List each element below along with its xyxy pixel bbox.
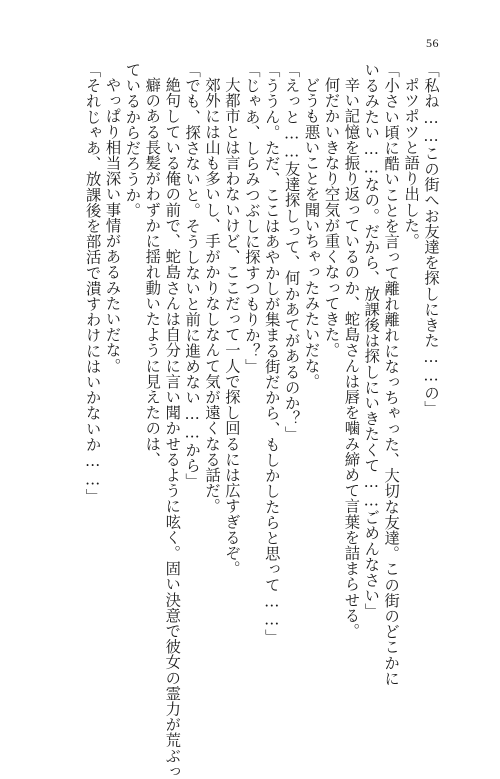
text-line: 絶句している俺の前で、蛇島さんは自分に言い聞かせるように呟く。固い決意で彼女の霊力が荒ぶっ <box>163 77 182 779</box>
text-line: 「ううん。ただ、ここはあやかしが集まる街だから、もしかしたらと思って……」 <box>262 62 281 645</box>
text-line: 「小さい頃に酷いことを言って離れ離れになっちゃった、大切な友達。この街のどこかに <box>382 62 401 686</box>
text-line: ているからだろうか。 <box>123 62 142 218</box>
vertical-text-block <box>60 62 440 779</box>
text-line: ポツポツと語り出した。 <box>402 77 421 249</box>
text-line: やっぱり相当深い事情があるみたいだな。 <box>103 77 122 374</box>
text-line: 「じゃあ、しらみつぶしに探すつもりか？」 <box>242 62 261 374</box>
text-line: 辛い記憶を振り返っているのか、蛇島さんは唇を噛み締めて言葉を詰まらせる。 <box>342 77 361 639</box>
text-line: 大都市とは言わないけど、ここだって一人で探し回るには広すぎるぞ。 <box>222 77 241 577</box>
text-line: 「それじゃあ、放課後を部活で潰すわけにはいかないか……」 <box>83 62 102 505</box>
text-line: いるみたい……なの。だから、放課後は探しにいきたくて……ごめんなさい」 <box>362 62 381 619</box>
text-line: 郊外には山も多いし、手がかりなしなんて気が遠くなる話だ。 <box>203 77 222 514</box>
text-line: 何だかいきなり空気が重くなってきた。 <box>322 77 341 358</box>
text-line: どうも悪いことを聞いちゃったみたいだな。 <box>302 77 321 389</box>
text-line: 癖のある長髪がわずかに揺れ動いたように見えたのは、 <box>143 77 162 467</box>
text-line: 「私ね……この街へお友達を探しにきた……の」 <box>422 62 440 416</box>
text-line: 「でも、探さないと。そうしないと前に進めない……から」 <box>183 62 202 489</box>
page-number: 56 <box>426 36 439 50</box>
text-line: 「えっと……友達探しって、何かあてがあるのか？」 <box>282 62 301 442</box>
